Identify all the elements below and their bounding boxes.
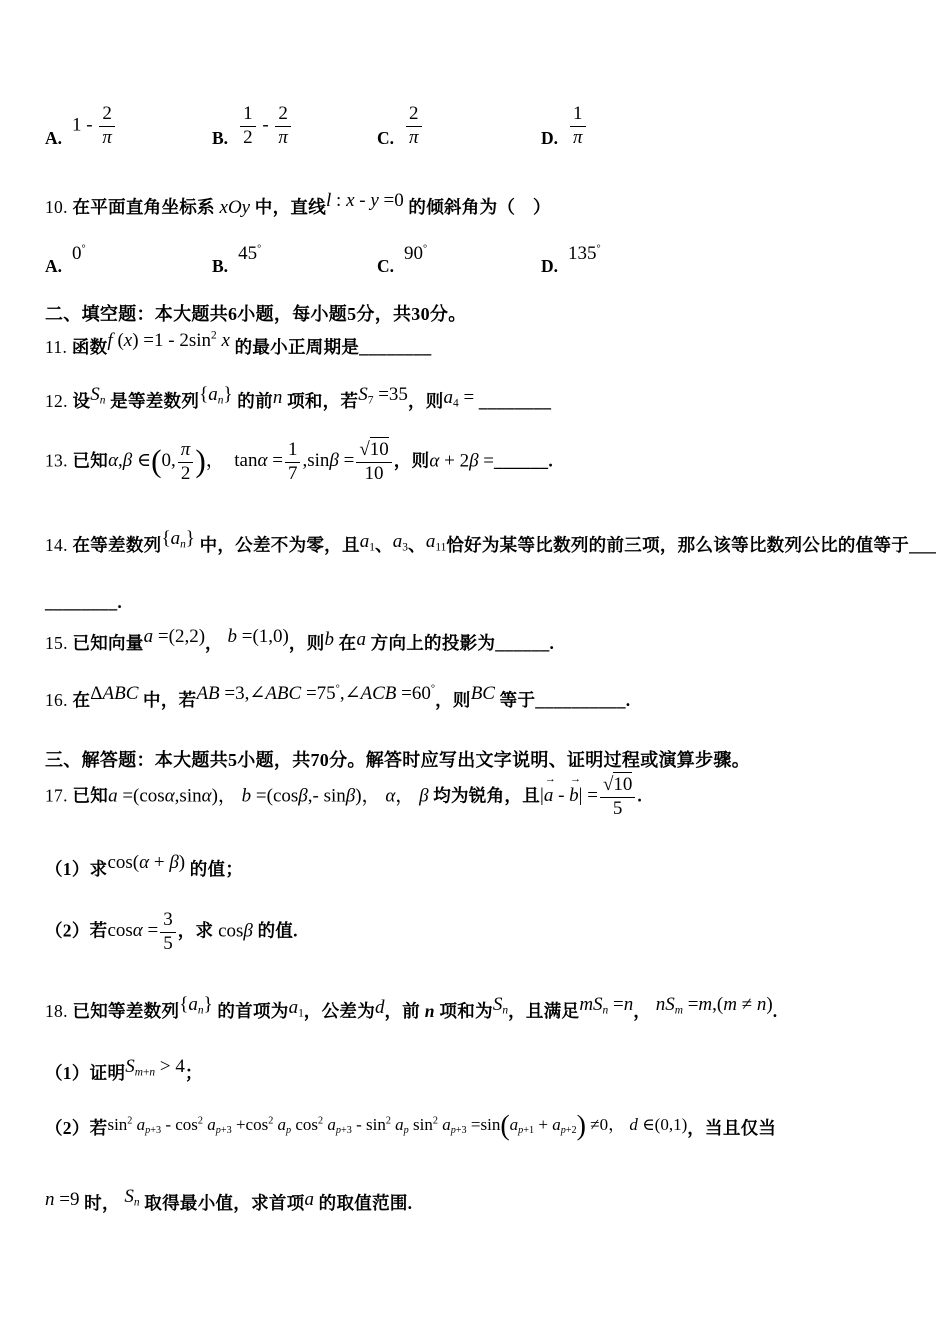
question-14-continuation: ________. bbox=[45, 592, 123, 612]
option-label: A. bbox=[45, 128, 63, 148]
question-17-part-1: （1）求cos(α + β) 的值； bbox=[45, 852, 244, 879]
question-10-stem: 10. 在平面直角坐标系 xOy 中，直线l : x - y =0 的倾斜角为（ ） bbox=[45, 190, 551, 218]
option-label: B. bbox=[212, 256, 229, 276]
question-15: 15. 已知向量a =(2,2)， b =(1,0)，则b 在a 方向上的投影为______. bbox=[45, 626, 555, 653]
option-label: D. bbox=[541, 256, 559, 276]
option-label: C. bbox=[377, 128, 395, 148]
option-label: A. bbox=[45, 256, 63, 276]
question-17-part-2: （2）若cosα = $\frac{3}{5}$ ，求 cosβ 的值. bbox=[45, 909, 298, 954]
option-label: D. bbox=[541, 128, 559, 148]
section-fill-blank-header: 二、填空题：本大题共6小题，每小题5分，共30分。 bbox=[45, 304, 467, 324]
option-value: 90° bbox=[404, 243, 428, 264]
question-18-part-2-continuation: n =9 时， $S_n$ 取得最小值，求首项a 的取值范围. bbox=[45, 1186, 413, 1213]
option-value: 135° bbox=[568, 243, 601, 264]
question-12: 12. 设$S_n$ 是等差数列$\{a_n\}$ 的前n 项和，若$S_7 =35$，则$a_4$ = ________ bbox=[45, 384, 552, 411]
option-label: C. bbox=[377, 256, 395, 276]
question-16: 16. 在ΔABC 中，若AB =3,∠ABC =75°,∠ACB =60°，则BC 等于__________. bbox=[45, 683, 631, 710]
question-10-option-c bbox=[377, 243, 427, 277]
question-18-part-1: （1）证明$S_{m+n} > 4$； bbox=[45, 1056, 203, 1083]
question-14: 14. 在等差数列$\{a_n\}$ 中，公差不为零，且$a_1$、$a_3$、$a_{11}$恰好为某等比数列的前三项，那么该等比数列公比的值等于___ bbox=[45, 528, 937, 555]
option-label: B. bbox=[212, 128, 229, 148]
question-9-option-b bbox=[212, 99, 293, 153]
question-10-option-d bbox=[541, 243, 601, 277]
question-17: 17. 已知a =(cosα,sinα)， b =(cosβ,- sinβ)， α， β 均为锐角，且|a → - b →| = $\frac{√10}{5}$ . bbox=[45, 775, 930, 819]
option-formula: $\frac{2}{\pi}$ bbox=[404, 104, 424, 148]
question-9-option-d bbox=[541, 99, 588, 153]
option-formula: $\frac{1}{2}$ - $\frac{2}{\pi}$ bbox=[238, 104, 293, 148]
option-formula: $\frac{1}{\pi}$ bbox=[568, 104, 588, 148]
question-9-option-a bbox=[45, 99, 117, 153]
question-10-option-b bbox=[212, 243, 261, 277]
option-formula: 1 - $\frac{2}{\pi}$ bbox=[72, 104, 117, 148]
question-10-option-a bbox=[45, 243, 86, 277]
question-18: 18. 已知等差数列$\{a_n\}$ 的首项为$a_1$，公差为d，前 n 项和为$S_n$，且满足$mS_n =n$， $nS_m =m,(m \ne n)$. bbox=[45, 994, 778, 1021]
option-value: 0° bbox=[72, 243, 86, 264]
option-value: 45° bbox=[238, 243, 262, 264]
question-9-option-c bbox=[377, 99, 424, 153]
question-18-part-2: （2）若$\sin^2 a_{p+3} - \cos^2 a_{p+3} +\cos^2$ $a_p$ $\cos^2 a_{p+3} - \sin^2 a_p$ $\sin^2 a_{p+3} =\sin(a_{p+1} + a_{p+2}) \ne 0$， d ∈(0,1)，当且仅当 bbox=[45, 1110, 777, 1142]
question-13: 13. 已知α,β ∈(0, $\frac{\pi}{2}$ )， tanα = $\frac{1}{7}$ ,sinβ = $\frac{√10}{10}$ ，则α + 2β =______. bbox=[45, 439, 553, 484]
section-solutions-header: 三、解答题：本大题共5小题，共70分。解答时应写出文字说明、证明过程或演算步骤。 bbox=[45, 750, 750, 770]
question-11: 11. 函数f $(x) =1 - 2\sin^2$ x 的最小正周期是________ bbox=[45, 329, 432, 357]
